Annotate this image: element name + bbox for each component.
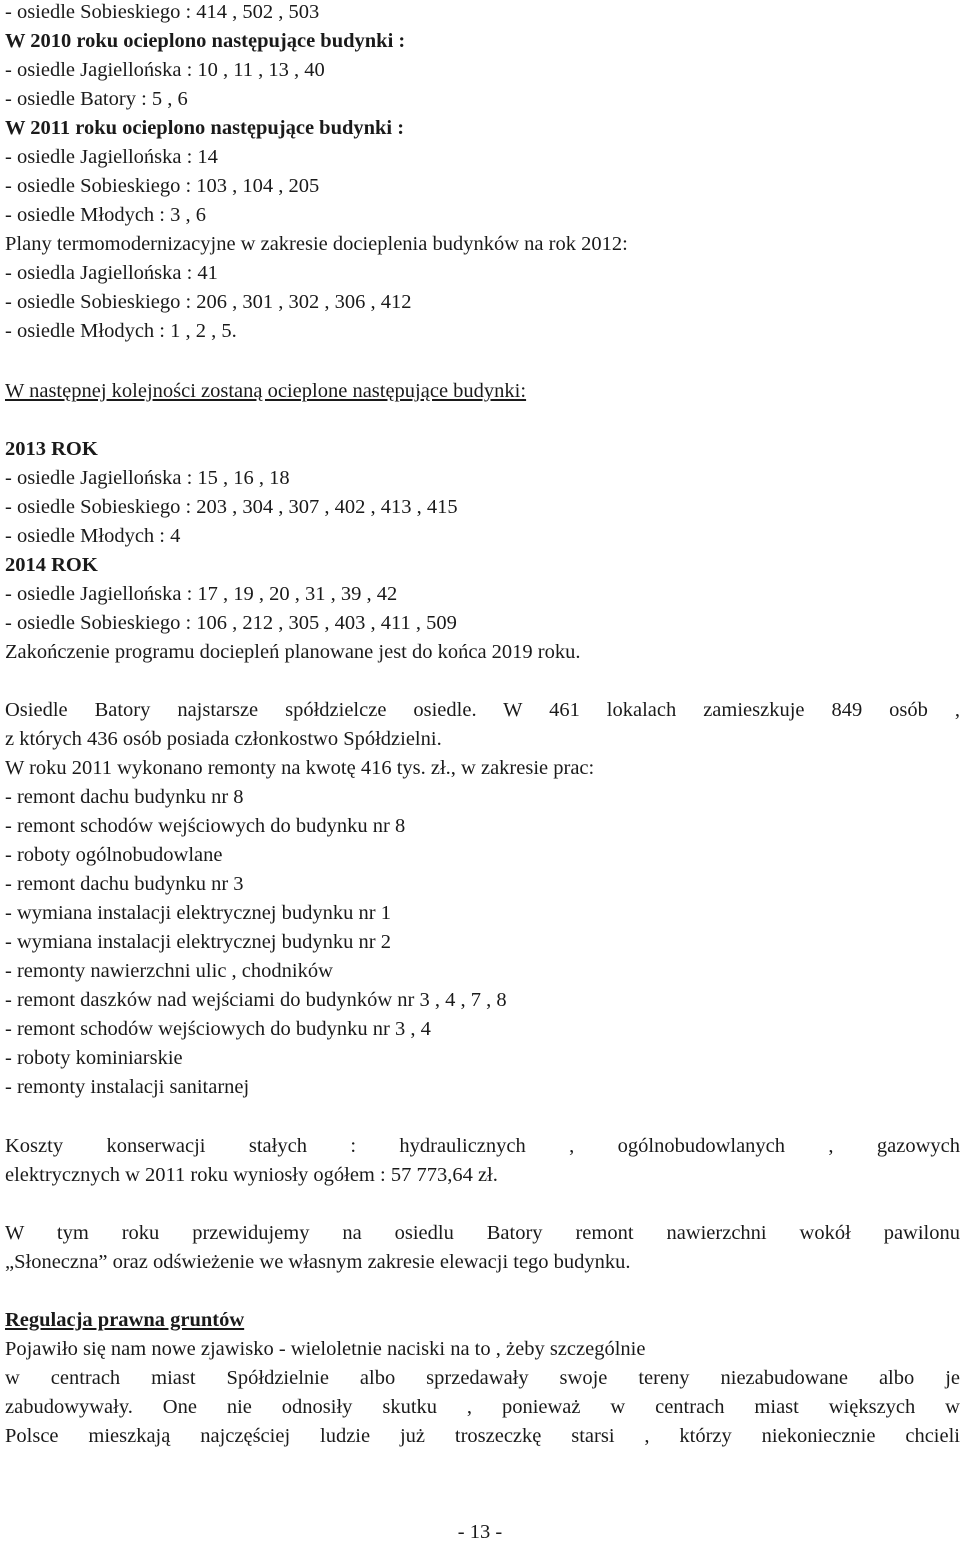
list-item: - osiedle Sobieskiego : 414 , 502 , 503 [5, 1, 320, 23]
list-item: - osiedla Jagiellońska : 41 [5, 262, 218, 284]
list-item: - osiedle Jagiellońska : 14 [5, 146, 218, 168]
plans-line: „Słoneczna” oraz odświeżenie we własnym zakresie elewacji tego budynku. [5, 1251, 631, 1273]
works-intro: W roku 2011 wykonano remonty na kwotę 416 tys. zł., w zakresie prac: [5, 757, 595, 779]
batory-paragraph-line: Osiedle Batory najstarsze spółdzielcze osiedle. W 461 lokalach zamieszkuje 849 osób , [5, 699, 960, 721]
section-heading: Plany termomodernizacyjne w zakresie docieplenia budynków na rok 2012: [5, 233, 628, 255]
regulation-line: Pojawiło się nam nowe zjawisko - wieloletnie naciski na to , żeby szczególnie [5, 1338, 646, 1360]
year-2014-title: 2014 ROK [5, 554, 98, 576]
list-item: - wymiana instalacji elektrycznej budynku nr 1 [5, 902, 391, 924]
year-2013-title: 2013 ROK [5, 438, 98, 460]
list-item: - osiedle Młodych : 4 [5, 525, 181, 547]
section-heading: W 2010 roku ocieplono następujące budynki : [5, 30, 406, 52]
regulation-line: zabudowywały. One nie odnosiły skutku , ponieważ w centrach miast większych w [5, 1396, 960, 1418]
list-item: - wymiana instalacji elektrycznej budynku nr 2 [5, 931, 391, 953]
next-order-heading: W następnej kolejności zostaną ocieplone następujące budynki: [5, 380, 527, 402]
list-item: - osiedle Sobieskiego : 106 , 212 , 305 , 403 , 411 , 509 [5, 612, 457, 634]
costs-line: Koszty konserwacji stałych : hydraulicznych , ogólnobudowlanych , gazowych [5, 1135, 960, 1157]
list-item: - osiedle Młodych : 3 , 6 [5, 204, 206, 226]
list-item: - remont schodów wejściowych do budynku nr 3 , 4 [5, 1018, 431, 1040]
page-number: - 13 - [457, 1521, 503, 1543]
section-heading: W 2011 roku ocieplono następujące budynki : [5, 117, 405, 139]
list-item: - osiedle Jagiellońska : 15 , 16 , 18 [5, 467, 290, 489]
list-item: - osiedle Młodych : 1 , 2 , 5. [5, 320, 237, 342]
regulation-line: w centrach miast Spółdzielnie albo sprzedawały swoje tereny niezabudowane albo je [5, 1367, 960, 1389]
list-item: - osiedle Batory : 5 , 6 [5, 88, 188, 110]
list-item: - remont daszków nad wejściami do budynków nr 3 , 4 , 7 , 8 [5, 989, 507, 1011]
list-item: - roboty ogólnobudowlane [5, 844, 223, 866]
list-item: - osiedle Sobieskiego : 206 , 301 , 302 , 306 , 412 [5, 291, 412, 313]
list-item: - remont dachu budynku nr 3 [5, 873, 244, 895]
program-end-text: Zakończenie programu dociepleń planowane jest do końca 2019 roku. [5, 641, 581, 663]
list-item: - remont schodów wejściowych do budynku nr 8 [5, 815, 406, 837]
costs-line: elektrycznych w 2011 roku wyniosły ogółem : 57 773,64 zł. [5, 1164, 498, 1186]
list-item: - osiedle Sobieskiego : 103 , 104 , 205 [5, 175, 320, 197]
list-item: - remonty instalacji sanitarnej [5, 1076, 250, 1098]
batory-paragraph-line: z których 436 osób posiada członkostwo Spółdzielni. [5, 728, 442, 750]
plans-line: W tym roku przewidujemy na osiedlu Batory remont nawierzchni wokół pawilonu [5, 1222, 960, 1244]
list-item: - remonty nawierzchni ulic , chodników [5, 960, 333, 982]
list-item: - osiedle Jagiellońska : 17 , 19 , 20 , 31 , 39 , 42 [5, 583, 398, 605]
regulation-title: Regulacja prawna gruntów [5, 1309, 245, 1331]
regulation-line: Polsce mieszkają najczęściej ludzie już troszeczkę starsi , którzy niekoniecznie chcieli [5, 1425, 960, 1447]
list-item: - osiedle Jagiellońska : 10 , 11 , 13 , 40 [5, 59, 325, 81]
list-item: - osiedle Sobieskiego : 203 , 304 , 307 , 402 , 413 , 415 [5, 496, 458, 518]
list-item: - remont dachu budynku nr 8 [5, 786, 244, 808]
list-item: - roboty kominiarskie [5, 1047, 183, 1069]
